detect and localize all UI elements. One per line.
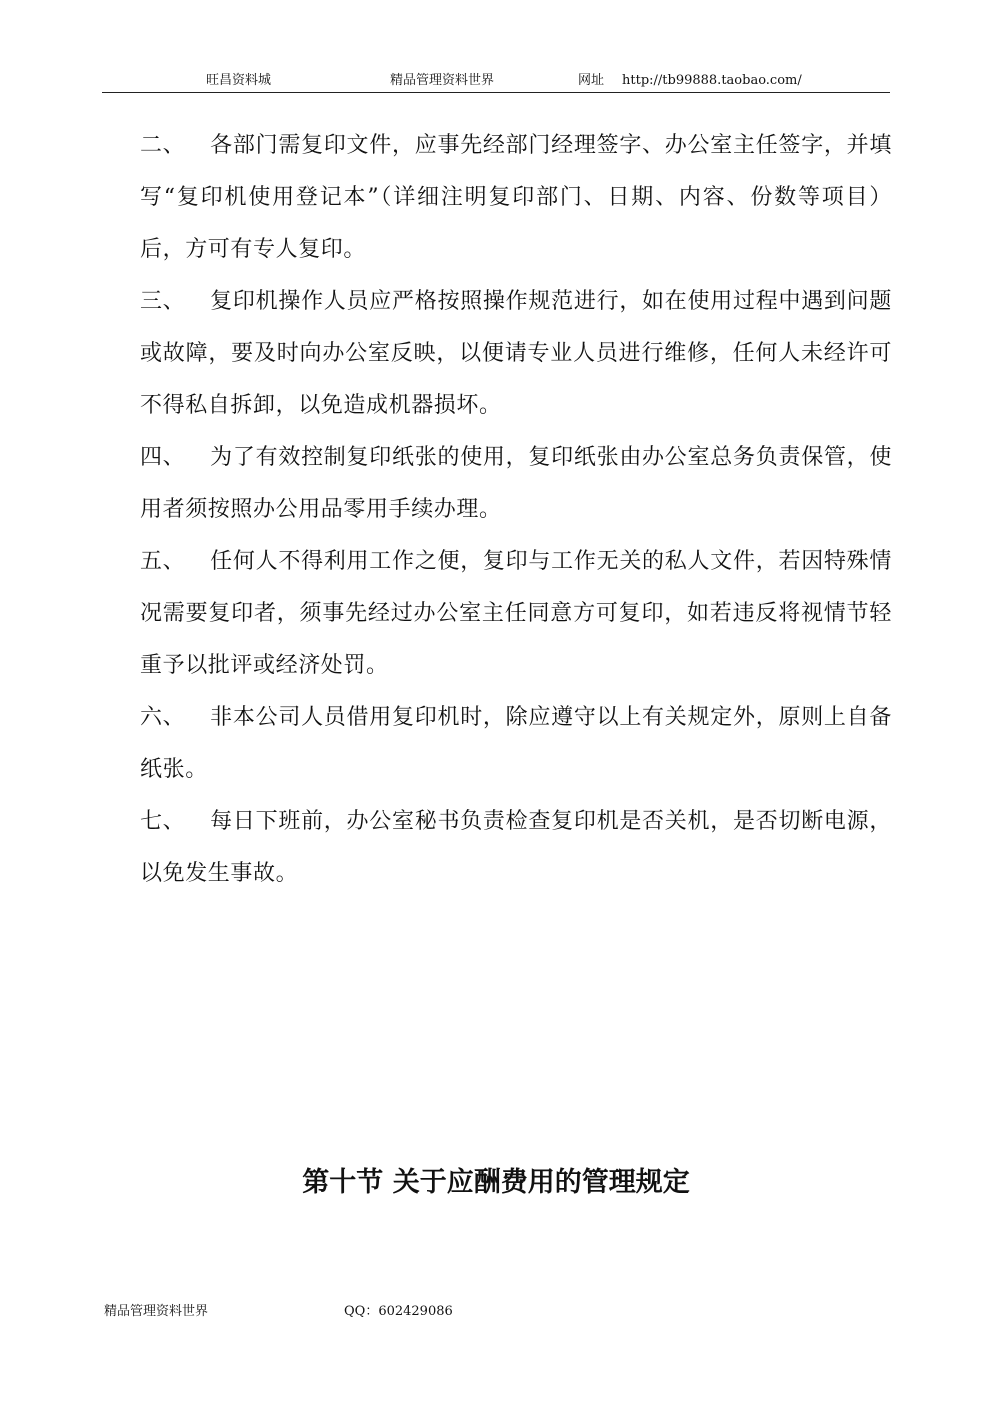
- rule-text: 复印机操作人员应严格按照操作规范进行，如在使用过程中遇到问题或故障，要及时向办公室反映，以便请专业人员进行维修，任何人未经许可不得私自拆卸，以免造成机器损坏。: [140, 289, 892, 418]
- rule-item: [140, 432, 892, 536]
- rule-text: 任何人不得利用工作之便，复印与工作无关的私人文件，若因特殊情况需要复印者，须事先经过办公室主任同意方可复印，如若违反将视情节轻重予以批评或经济处罚。: [140, 549, 892, 678]
- rule-number: 三、: [140, 289, 186, 314]
- rule-text: 每日下班前，办公室秘书负责检查复印机是否关机，是否切断电源，以免发生事故。: [140, 809, 892, 886]
- rule-text: 为了有效控制复印纸张的使用，复印纸张由办公室总务负责保管，使用者须按照办公用品零用手续办理。: [140, 445, 892, 522]
- rule-number: 五、: [140, 549, 186, 574]
- rule-number: 四、: [140, 445, 186, 470]
- header-shop-name: 旺昌资料城: [206, 73, 272, 88]
- footer-qq: QQ：602429086: [344, 1304, 453, 1319]
- section-title: 第十节 关于应酬费用的管理规定: [302, 1167, 690, 1198]
- header-site-url: http://tb99888.taobao.com/: [622, 73, 802, 88]
- header-site-label: 网址: [578, 73, 605, 88]
- rule-item: [140, 796, 892, 900]
- header-slogan: 精品管理资料世界: [390, 73, 495, 88]
- rule-item: [140, 276, 892, 432]
- rule-item: [140, 120, 892, 276]
- page-footer: [104, 1302, 804, 1322]
- page-header: [102, 70, 890, 92]
- header-divider: [102, 92, 890, 93]
- rules-list: [140, 120, 892, 900]
- rule-text: 非本公司人员借用复印机时，除应遵守以上有关规定外，原则上自备纸张。: [140, 705, 892, 782]
- rule-number: 六、: [140, 705, 186, 730]
- rule-number: 七、: [140, 809, 186, 834]
- footer-slogan: 精品管理资料世界: [104, 1304, 209, 1319]
- rule-item: [140, 536, 892, 692]
- rule-item: [140, 692, 892, 796]
- rule-number: 二、: [140, 133, 186, 158]
- rule-text: 各部门需复印文件，应事先经部门经理签字、办公室主任签字，并填写“复印机使用登记本”（详细注明复印部门、日期、内容、份数等项目）后，方可有专人复印。: [140, 133, 892, 262]
